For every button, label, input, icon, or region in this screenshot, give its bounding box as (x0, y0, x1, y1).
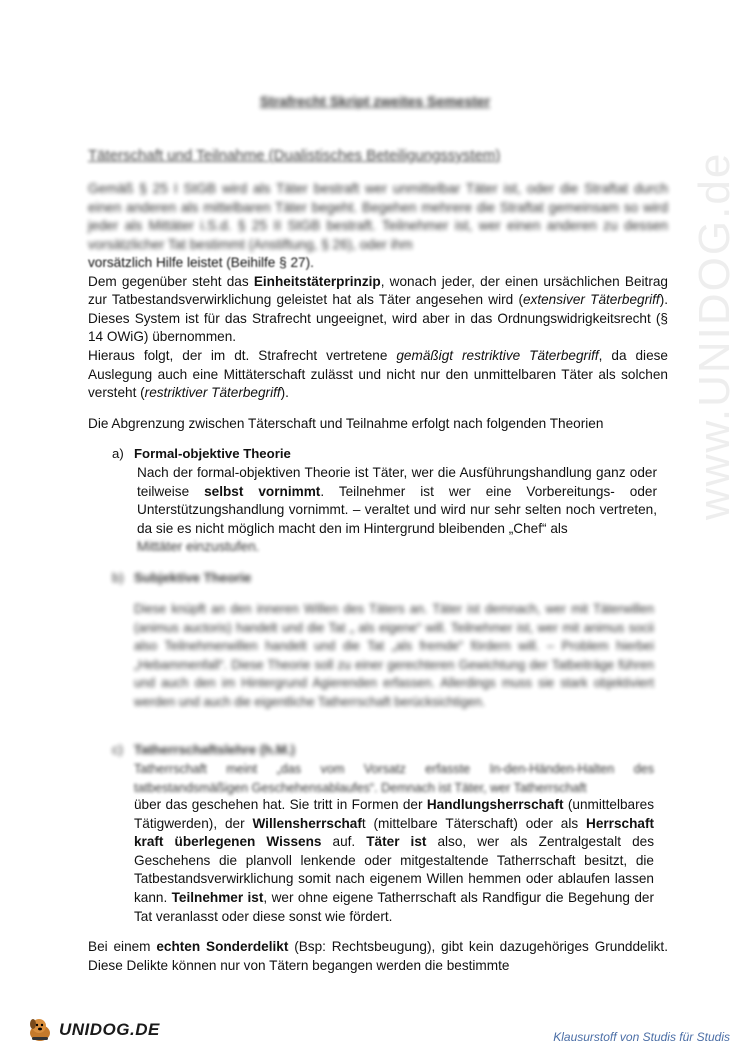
section-a-last-blurred: Mittäter einzustufen. (137, 539, 260, 555)
paragraph-abgrenzung: Die Abgrenzung zwischen Täterschaft und Teilnahme erfolgt nach folgenden Theorien (88, 415, 604, 431)
heading-c: c) Tatherrschaftslehre (h.M.) (112, 742, 295, 757)
paragraph-taeterbegriff: Hieraus folgt, der im dt. Strafrecht vertretene gemäßigt restriktive Täterbegriff, da diese Auslegung auch eine Mittäterschaft zulässt und nicht nur den unmittelbaren Täter als solchen versteht (restriktiver Täterbegriff). (88, 347, 668, 401)
watermark: www.UNIDOG.de (690, 151, 739, 520)
section-b-text: Diese knüpft an den inneren Willen des Täters an. Täter ist demnach, wer mit Täterwillen (animus auctoris) handelt und die Tat „ als eigene“ will. Teilnehmer ist, wer mit animus socii also Teilnehmerwillen handelt und die Tat „als fremde“ fördern will. – Problem hierbei „Hebammenfall“. Diese Theorie soll zu einer gerechteren Gewichtung der Tatbeiträge führen und auch den im Hintergrund Agierenden erfassen. Allerdings muss sie stark objektiviert werden und auch die eigentliche Tatherrschaft berücksichtigen. (134, 602, 654, 709)
section-a-text: Nach der formal-objektiven Theorie ist Täter, wer die Ausführungshandlung ganz oder teilweise selbst vornimmt. Teilnehmer ist wer eine Vorbereitungs- oder Unterstützungshandlung vornimmt. – veraltet und wird nur sehr selten noch vertreten, da sie es nicht möglich macht den im Hintergrund bleibenden „Chef“ als Mittäter einzustufen. (137, 464, 657, 557)
paragraph-main (88, 254, 668, 433)
unidog-logo (25, 1015, 160, 1045)
logo-text: UNIDOG.DE (59, 1020, 160, 1039)
heading-b: b) Subjektive Theorie (112, 570, 252, 585)
paragraph-sonderdelikt: Bei einem echten Sonderdelikt (Bsp: Rechtsbeugung), gibt kein dazugehöriges Grunddelikt. Diese Delikte können nur von Tätern begangen werden die bestimmte (88, 939, 668, 973)
dog-icon (25, 1015, 55, 1045)
footer-slogan: Klausurstoff von Studis für Studis (553, 1030, 730, 1044)
section-c-text: über das geschehen hat. Sie tritt in Formen der Handlungsherrschaft (unmittelbares Tätigwerden), der Willensherrschaft (mittelbare Täterschaft) oder als Herrschaft kraft überlegenen Wissens auf. Täter ist also, wer als Zentralgestalt des Geschehens die planvoll lenkende oder mitgestaltende Tatherrschaft besitzt, die Tatbestandsverwirklichung somit nach eigenem Willen hemmen oder ablaufen lassen kann. Teilnehmer ist, wer ohne eigene Tatherrschaft als Randfigur die Begehung der Tat veranlasst oder diese sonst wie fördert. (134, 797, 655, 924)
paragraph-intro-last-line: vorsätzlich Hilfe leistet (Beihilfe § 27). (88, 255, 314, 270)
section-subtitle: Täterschaft und Teilnahme (Dualistisches Beteiligungssystem) (88, 147, 501, 164)
paragraph-intro-blurred: Gemäß § 25 I StGB wird als Täter bestraft wer unmittelbar Täter ist, oder die Straftat durch einen anderen als mittelbaren Täter begeht. Begehen mehrere die Straftat gemeinsam so wird jeder als Mittäter i.S.d. § 25 II StGB bestraft. Teilnehmer ist, wer einen anderen zu dessen vorsätzlicher Tat bestimmt (Anstiftung, § 26), oder ihm (88, 181, 668, 252)
section-c-blurred: Tatherrschaft meint „das vom Vorsatz erfasste In-den-Händen-Halten des tatbestandsmäßigen Geschehensablaufes“. Demnach ist Täter, wer Tatherrschaft (134, 762, 654, 795)
heading-a: a) Formal-objektive Theorie (112, 446, 291, 461)
paragraph-einheitstaeter: Dem gegenüber steht das Einheitstäterprinzip, wonach jeder, der einen ursächlichen Beitrag zur Tatbestandsverwirklichung geleistet hat als Täter angesehen wird (extensiver Täterbegriff). Dieses System ist für das Strafrecht ungeeignet, wird aber in das Ordnungswidrigkeitsrecht (§ 14 OWiG) übernommen. (88, 273, 668, 345)
document-title: Strafrecht Skript zweites Semester (259, 93, 491, 109)
